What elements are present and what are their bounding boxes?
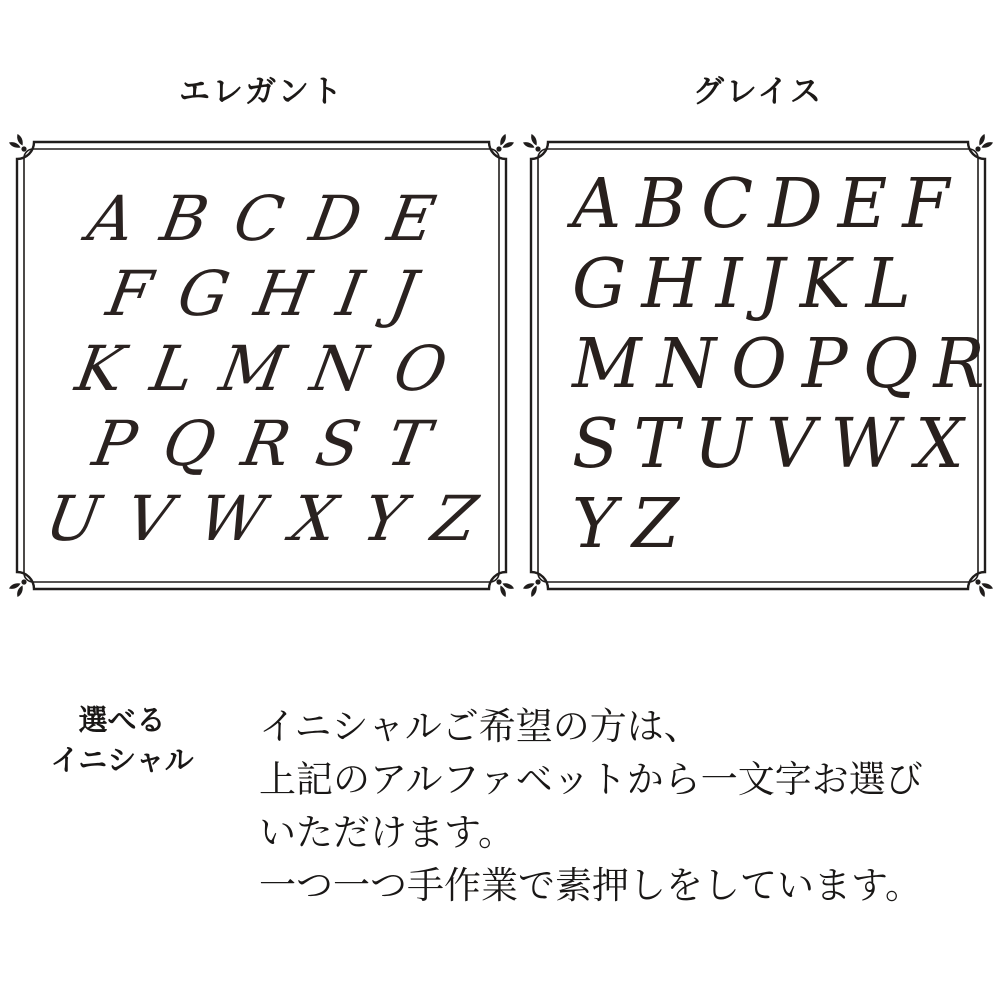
elegant-letter-A: A [82,181,141,255]
grace-font-frame [528,139,988,592]
elegant-letter-T: T [381,406,436,480]
grace-letter-D: D [768,165,823,244]
elegant-letter-W: W [193,481,271,555]
grace-letter-row [528,325,988,405]
grace-letter-W: W [830,405,901,484]
elegant-font-title: エレガント [179,74,344,109]
elegant-letter-O: O [388,331,453,405]
grace-letter-O: O [731,325,787,404]
elegant-letter-N: N [306,331,374,405]
grace-letter-J: J [757,245,785,324]
elegant-letter-I: I [331,256,370,330]
alphabet-grace [528,139,988,592]
grace-letter-E: E [837,165,888,244]
grace-letter-U: U [693,405,752,484]
elegant-letter-B: B [155,181,214,255]
grace-letter-H: H [641,245,701,324]
grace-letter-F: F [902,165,950,244]
initial-description-line: イニシャルご希望の方は、 [259,706,701,747]
elegant-letter-V: V [120,481,179,555]
elegant-font-frame [14,139,509,592]
elegant-letter-R: R [236,406,296,480]
grace-letter-V: V [766,405,816,484]
alphabet-elegant [14,139,509,592]
elegant-letter-U: U [40,481,106,555]
grace-letter-S: S [572,405,619,484]
grace-letter-N: N [656,325,717,404]
elegant-letter-Q: Q [157,406,222,480]
grace-letter-row [528,165,988,245]
grace-letter-M: M [572,325,642,404]
initial-option-label [33,701,211,781]
grace-letter-row [528,485,988,565]
elegant-letter-D: D [304,181,368,255]
grace-letter-X: X [915,405,964,484]
elegant-letter-row [14,256,509,331]
grace-letter-K: K [799,245,851,324]
elegant-letter-J: J [384,256,423,330]
grace-letter-A: A [572,165,622,244]
elegant-letter-E: E [382,181,441,255]
initial-option-label-line1: 選べる [78,705,166,737]
elegant-letter-X: X [285,481,343,555]
initial-option-label-line2: イニシャル [50,745,194,777]
grace-font-title: グレイス [692,74,824,109]
elegant-letter-L: L [145,331,200,405]
grace-letter-C: C [701,165,754,244]
grace-letter-P: P [801,325,848,404]
elegant-letter-S: S [310,406,367,480]
elegant-letter-F: F [101,256,158,330]
elegant-letter-Z: Z [426,481,483,555]
grace-letter-Z: Z [631,485,680,564]
elegant-letter-K: K [71,331,131,405]
grace-letter-row [528,405,988,485]
elegant-letter-Y: Y [357,481,412,555]
grace-letter-R: R [933,325,985,404]
grace-letter-B: B [636,165,687,244]
grace-letter-Q: Q [862,325,919,404]
grace-letter-G: G [572,245,627,324]
initial-description-line: いただけます。 [259,812,516,853]
elegant-letter-row [14,181,509,256]
grace-letter-L: L [865,245,911,324]
elegant-letter-M: M [214,331,291,405]
elegant-letter-G: G [172,256,235,330]
initial-description-line: 上記のアルファベットから一文字お選び [259,759,923,800]
grace-letter-I: I [715,245,743,324]
elegant-letter-C: C [229,181,290,255]
initial-description [259,700,999,912]
grace-letter-row [528,245,988,325]
initial-description-line: 一つ一つ手作業で素押しをしています。 [259,865,923,906]
grace-letter-T: T [633,405,679,484]
elegant-letter-H: H [249,256,317,330]
elegant-letter-row [14,331,509,406]
elegant-letter-row [14,481,509,556]
elegant-letter-P: P [87,406,143,480]
grace-letter-Y: Y [572,485,617,564]
elegant-letter-row [14,406,509,481]
